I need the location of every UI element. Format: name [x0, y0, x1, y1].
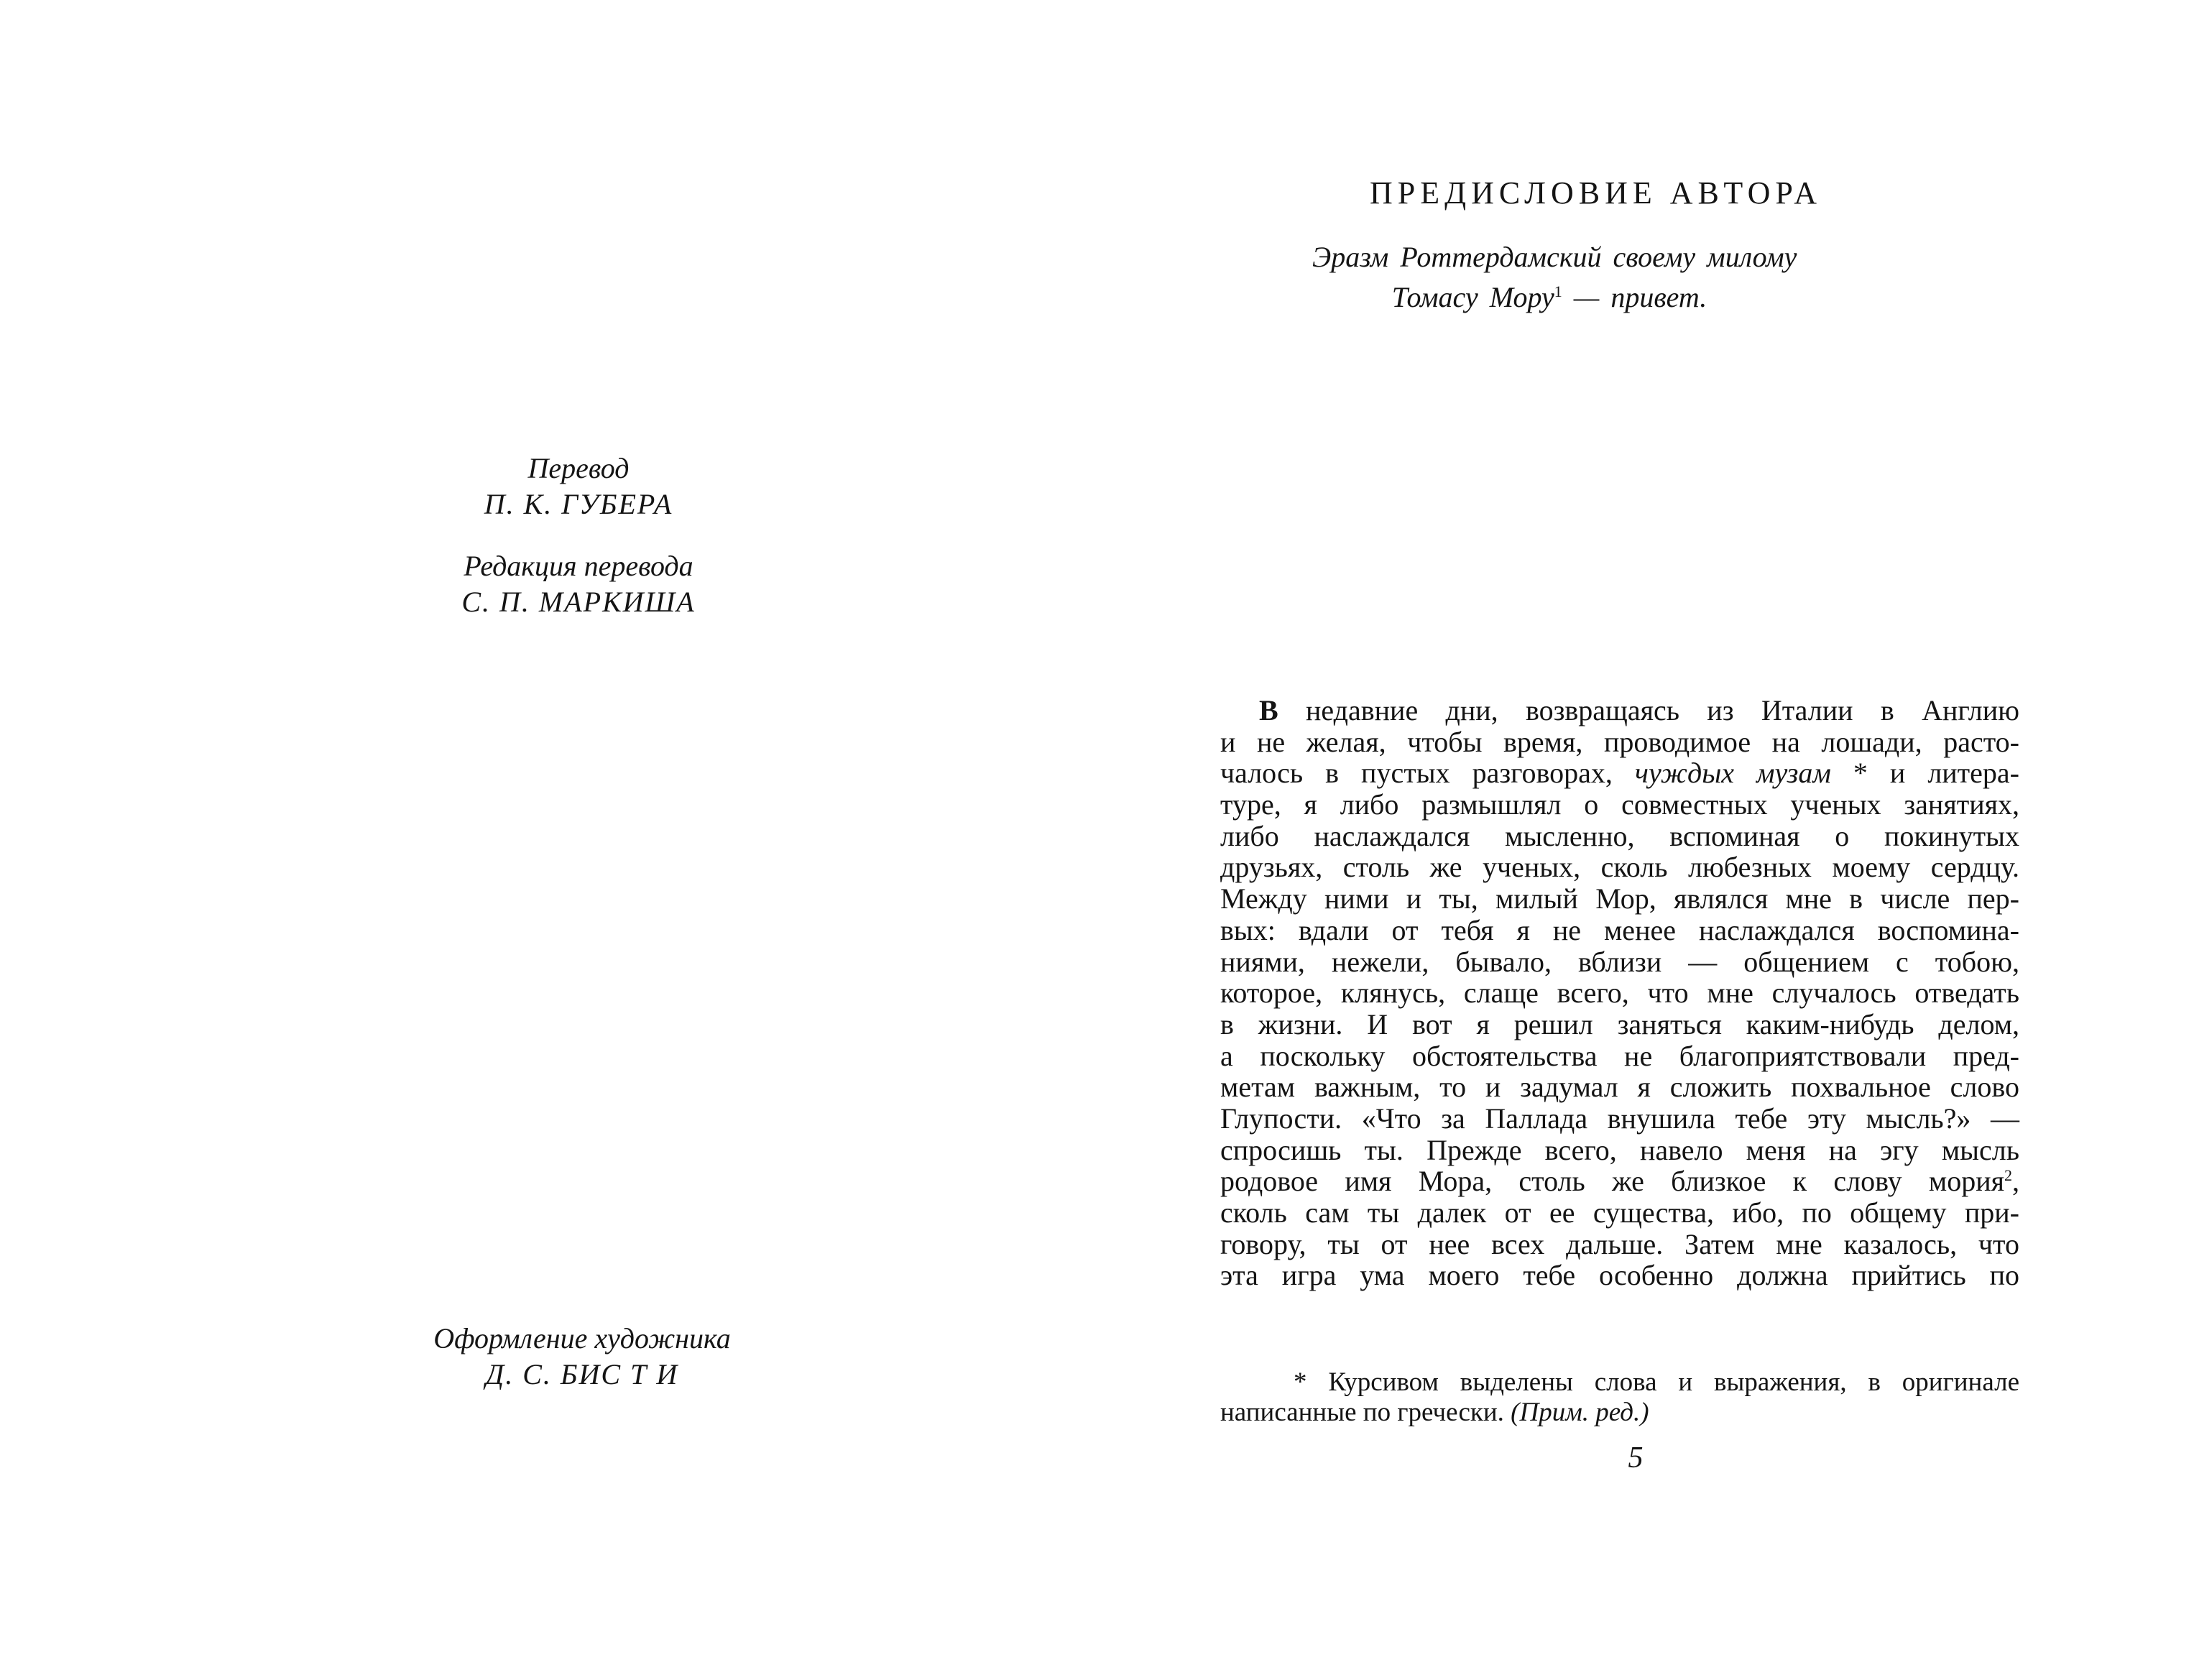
text-run: метам важным, то и задумал я сложить похвальное слово	[1220, 1071, 2019, 1104]
text-run: Между ними и ты, милый Мор, являлся мне в числе пер-	[1220, 882, 2019, 915]
text-run: родовое имя Мора, столь же близкое к слову мория	[1220, 1165, 2004, 1198]
page-number: 5	[1628, 1441, 1644, 1474]
text-run: туре, я либо размышлял о совместных ученых занятиях,	[1220, 788, 2019, 821]
body-line	[1220, 757, 2019, 789]
designer-name: Д. С. БИС Т И	[485, 1358, 679, 1390]
translator-name: П. К. ГУБЕРА	[484, 488, 673, 520]
editor-name: С. П. МАРКИША	[461, 586, 696, 618]
body-line	[1220, 1229, 2019, 1260]
text-run: которое, клянусь, слаще всего, что мне случалось отведать	[1220, 977, 2019, 1010]
body-line	[1220, 789, 2019, 821]
translation-credit	[402, 451, 755, 522]
body-line	[1220, 883, 2019, 915]
footnote-line-1: * Курсивом выделены слова и выражения, в оригинале	[1294, 1367, 2019, 1397]
text-run: чалось в пустых разговорах,	[1220, 757, 1635, 790]
design-role: Оформление художника	[433, 1322, 731, 1354]
text-run: друзьях, столь же ученых, сколь любезных моему сердцу.	[1220, 851, 2019, 884]
text-run: * и литера-	[1830, 757, 2019, 790]
chapter-title: ПРЕДИСЛОВИЕ АВТОРА	[1370, 175, 1822, 211]
editor-credit	[402, 548, 755, 620]
editor-role: Редакция перевода	[464, 550, 693, 582]
salutation-recipient: Томасу Мору	[1391, 281, 1554, 313]
body-line	[1220, 1040, 2019, 1072]
salutation-greeting: — привет.	[1562, 281, 1707, 313]
text-run: эта игра ума моего тебе особенно должна прийтись по	[1220, 1259, 2019, 1292]
body-line	[1220, 1260, 2019, 1291]
body-line	[1220, 1103, 2019, 1135]
salutation-line-1: Эразм Роттердамский своему милому	[1312, 241, 1797, 273]
text-run: а поскольку обстоятельства не благоприятствовали пред-	[1220, 1039, 2019, 1072]
body-line	[1220, 1071, 2019, 1103]
text-run: спросишь ты. Прежде всего, навело меня на эгу мысль	[1220, 1133, 2019, 1166]
footnote	[1220, 1367, 2019, 1428]
footnote-line-2	[1220, 1398, 2019, 1428]
body-line	[1220, 977, 2019, 1009]
text-run: и не желая, чтобы время, проводимое на лошади, расто-	[1220, 725, 2019, 758]
opening-letter: В	[1259, 694, 1278, 726]
footnote-ref: 2	[2004, 1166, 2012, 1185]
translation-role: Перевод	[527, 452, 630, 484]
body-line	[1220, 726, 2019, 758]
salutation	[1312, 237, 1797, 318]
text-run: недавние дни, возвращаясь из Италии в Англию	[1278, 694, 2019, 726]
footnote-ref-1: 1	[1554, 282, 1562, 300]
body-line	[1220, 946, 2019, 978]
text-run: ниями, нежели, бывало, вблизи — общением с тобою,	[1220, 945, 2019, 978]
body-line	[1220, 1197, 2019, 1229]
body-line	[1220, 915, 2019, 946]
text-run: Глупости. «Что за Паллада внушила тебе эту мысль?» —	[1220, 1102, 2019, 1135]
text-run: вых: вдали от тебя я не менее наслаждался воспомина-	[1220, 913, 2019, 946]
design-credit	[399, 1321, 765, 1393]
text-run: в жизни. И вот я решил заняться каким-нибудь делом,	[1220, 1007, 2019, 1040]
text-run: либо наслаждался мысленно, вспоминая о покинутых	[1220, 819, 2019, 852]
footnote-text: написанные по гречески.	[1220, 1398, 1511, 1427]
text-run: сколь сам ты далек от ее существа, ибо, по общему при-	[1220, 1196, 2019, 1229]
editor-note: (Прим. ред.)	[1511, 1398, 1649, 1427]
body-line	[1220, 695, 2019, 726]
text-run: говору, ты от нее всех дальше. Затем мне казалось, что	[1220, 1227, 2019, 1260]
text-run: ,	[2012, 1165, 2019, 1198]
body-line	[1220, 1166, 2019, 1197]
italic-phrase: чуждых музам	[1634, 757, 1831, 790]
right-page	[1097, 0, 2194, 1680]
body-line	[1220, 1009, 2019, 1040]
salutation-line-2	[1312, 277, 1787, 318]
body-line	[1220, 821, 2019, 852]
body-line	[1220, 1135, 2019, 1166]
preface-body	[1220, 695, 2019, 1291]
body-line	[1220, 851, 2019, 883]
